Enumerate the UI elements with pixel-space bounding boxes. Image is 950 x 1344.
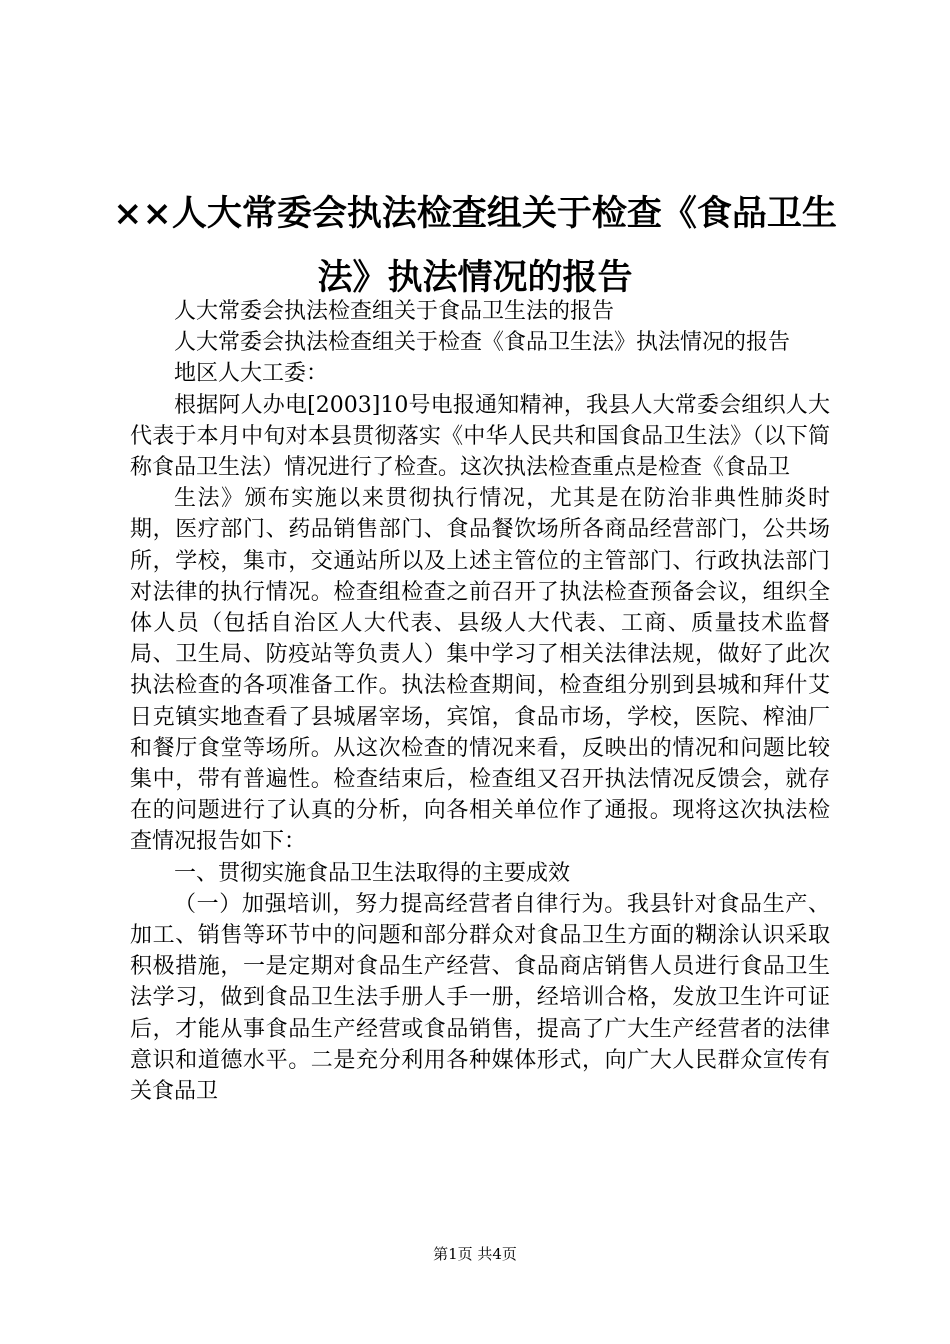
- paragraph: 根据阿人办电[2003]10号电报通知精神，我县人大常委会组织人大代表于本月中旬对本县贯彻落实《中华人民共和国食品卫生法》（以下简称食品卫生法）情况进行了检查。这次执法检查重点是检查《食品卫: [130, 392, 830, 481]
- paragraph: 人大常委会执法检查组关于检查《食品卫生法》执法情况的报告: [174, 330, 791, 356]
- salutation: 地区人大工委：: [174, 361, 329, 387]
- document-body: [130, 296, 830, 1107]
- paragraph: 人大常委会执法检查组关于食品卫生法的报告: [174, 299, 615, 324]
- section-heading: 一、贯彻实施食品卫生法取得的主要成效: [174, 860, 571, 886]
- page-number: 第1页 共4页: [433, 1245, 517, 1263]
- document-title: ××人大常委会执法检查组关于检查《食品卫生法》执法情况的报告: [113, 193, 837, 298]
- paragraph: 生法》颁布实施以来贯彻执行情况，尤其是在防治非典性肺炎时期，医疗部门、药品销售部门、食品餐饮场所各商品经营部门，公共场所，学校，集市，交通站所以及上述主管位的主管部门、行政执法部门对法律的执行情况。检查组检查之前召开了执法检查预备会议，组织全体人员（包括自治区人大代表、县级人大代表、工商、质量技术监督局、卫生局、防疫站等负责人）集中学习了相关法律法规，做好了此次执法检查的各项准备工作。执法检查期间，检查组分别到县城和拜什艾日克镇实地查看了县城屠宰场，宾馆，食品市场，学校，医院、榨油厂和餐厅食堂等场所。从这次检查的情况来看，反映出的情况和问题比较集中，带有普遍性。检查结束后，检查组又召开执法情况反馈会，就存在的问题进行了认真的分析，向各相关单位作了通报。现将这次执法检查情况报告如下：: [130, 486, 830, 855]
- paragraph: （一）加强培训，努力提高经营者自律行为。我县针对食品生产、加工、销售等环节中的问题和部分群众对食品卫生方面的糊涂认识采取积极措施，一是定期对食品生产经营、食品商店销售人员进行食品卫生法学习，做到食品卫生法手册人手一册，经培训合格，发放卫生许可证后，才能从事食品生产经营或食品销售，提高了广大生产经营者的法律意识和道德水平。二是充分利用各种媒体形式，向广大人民群众宣传有关食品卫: [130, 891, 830, 1105]
